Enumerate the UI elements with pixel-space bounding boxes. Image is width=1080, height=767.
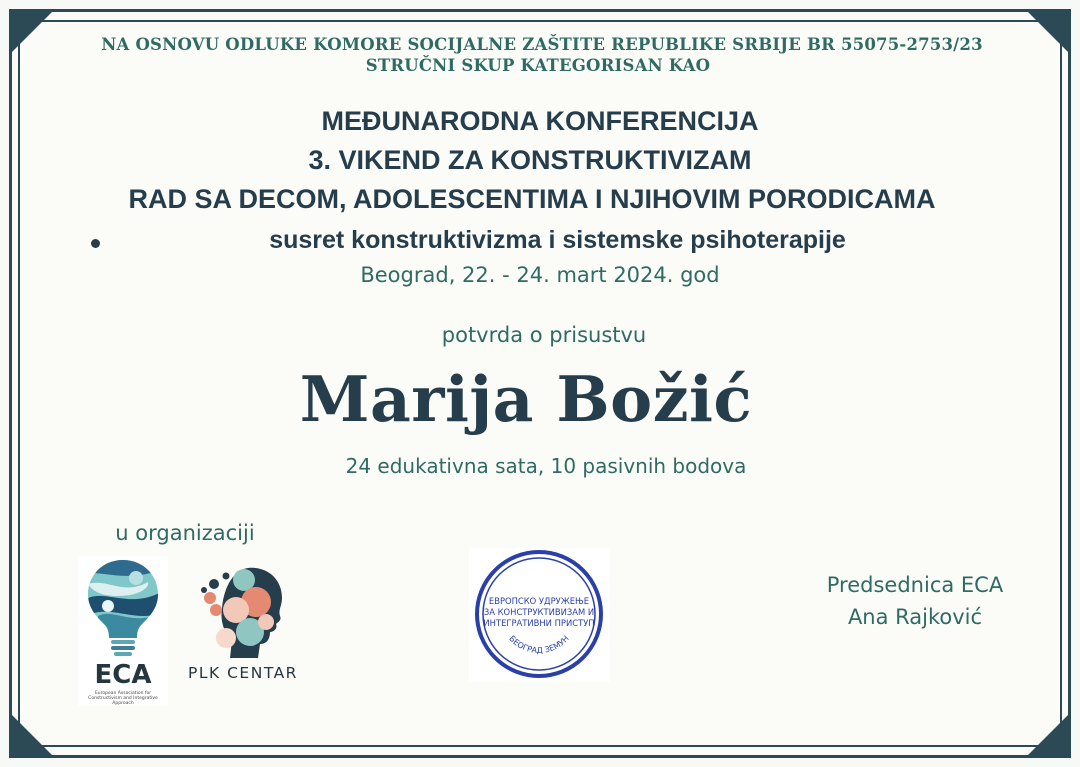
credits-text: 24 edukativna sata, 10 pasivnih bodova bbox=[345, 454, 747, 478]
eca-logo-name: ECA bbox=[94, 660, 152, 690]
official-stamp bbox=[469, 548, 610, 682]
stamp-seal bbox=[469, 548, 610, 682]
conference-title-line-3: RAD SA DECOM, ADOLESCENTIMA I NJIHOVIM PORODICAMA bbox=[128, 184, 936, 214]
conference-subtitle: susret konstruktivizma i sistemske psihoterapije bbox=[269, 226, 846, 254]
participant-name: Marija Božić bbox=[299, 362, 753, 436]
stamp-bottom-text: БЕОГРАД ЗЕМУН bbox=[507, 633, 571, 656]
eca-logo bbox=[78, 556, 168, 706]
stamp-line-3: ИНТЕГРАТИВНИ ПРИСТУП bbox=[483, 618, 595, 628]
plk-centar-logo bbox=[174, 560, 312, 685]
eca-logo-subtitle: European Association for Constructivism and Integrative Approach bbox=[88, 691, 158, 706]
corner-ornament-bottom-right bbox=[1025, 712, 1071, 758]
signatory-name: Ana Rajković bbox=[847, 605, 983, 629]
date-place: Beograd, 22. - 24. mart 2024. god bbox=[360, 263, 720, 287]
accreditation-line: NA OSNOVU ODLUKE KOMORE SOCIJALNE ZAŠTITE REPUBLIKE SRBIJE BR 55075-2753/23 bbox=[101, 35, 983, 54]
lightbulb-icon bbox=[78, 556, 168, 660]
category-line: STRUČNI SKUP KATEGORISAN KAO bbox=[365, 56, 711, 75]
stamp-line-1: ЕВРОПСКО УДРУЖЕЊЕ bbox=[488, 596, 590, 606]
signatory-role: Predsednica ECA bbox=[826, 573, 1004, 597]
organizers-label: u organizaciji bbox=[115, 521, 255, 545]
attendance-label: potvrda o prisustvu bbox=[441, 323, 647, 347]
head-profile-icon bbox=[174, 560, 312, 660]
subtitle-bullet-row bbox=[0, 226, 1080, 260]
conference-title-line-2: 3. VIKEND ZA KONSTRUKTIVIZAM bbox=[308, 145, 752, 175]
plk-logo-name: PLK CENTAR bbox=[188, 664, 298, 682]
conference-title-line-1: MEĐUNARODNA KONFERENCIJA bbox=[321, 106, 759, 136]
corner-ornament-bottom-left bbox=[9, 712, 55, 758]
stamp-line-2: ЗА КОНСТРУКТИВИЗАМ И bbox=[483, 607, 595, 617]
